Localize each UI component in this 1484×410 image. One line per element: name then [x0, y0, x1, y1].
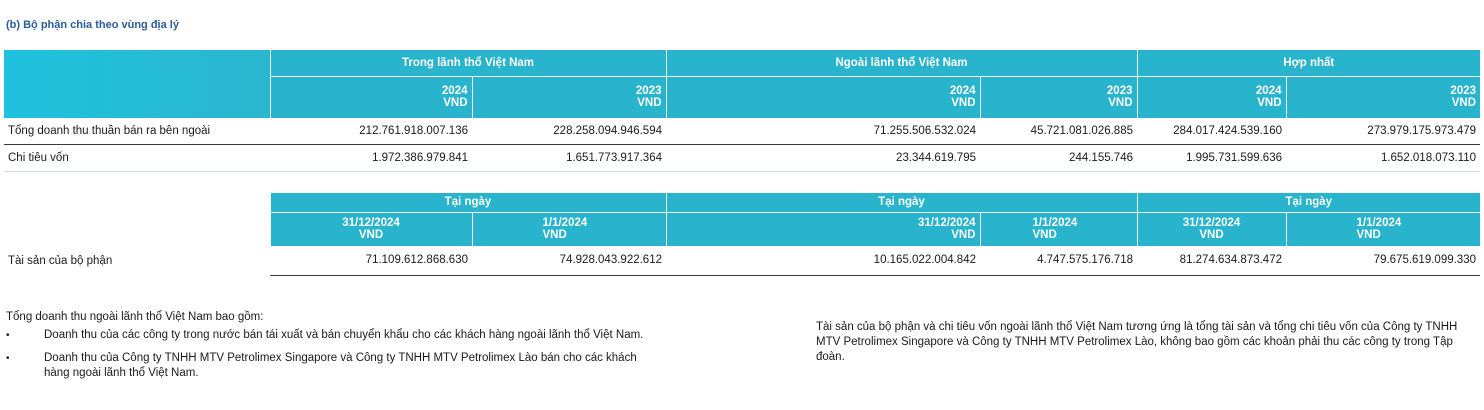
header-blank-cell [4, 50, 270, 118]
table-row [4, 246, 1480, 275]
cell-value: 81.274.634.873.472 [1137, 246, 1286, 275]
row-label: Chi tiêu vốn [4, 144, 270, 171]
year-header: 2023 VND [472, 76, 666, 118]
year-header: 2023 VND [1286, 76, 1480, 118]
group-header-as-at: Tại ngày [666, 193, 1137, 212]
date-header: 31/12/2024 VND [1137, 212, 1286, 246]
revenue-capex-table [4, 50, 1480, 172]
bullet-text: Doanh thu của Công ty TNHH MTV Petrolimex Singapore và Công ty TNHH MTV Petrolimex Lào bán cho các khách hàng ngoài lãnh thổ Việt Nam. [44, 352, 637, 379]
cell-value: 228.258.094.946.594 [472, 118, 666, 144]
segment-assets-table [4, 193, 1480, 276]
table-row [4, 118, 1480, 144]
cell-value: 10.165.022.004.842 [666, 246, 980, 275]
header-blank-cell [4, 212, 270, 246]
group-header-domestic: Trong lãnh thổ Việt Nam [270, 50, 666, 76]
date-header: 1/1/2024 VND [1286, 212, 1480, 246]
year-header: 2024 VND [666, 76, 980, 118]
header-blank-cell [4, 193, 270, 212]
cell-value: 284.017.424.539.160 [1137, 118, 1286, 144]
group-header-consolidated: Hợp nhất [1137, 50, 1480, 76]
bullet-text: Doanh thu của các công ty trong nước bán tái xuất và bán chuyển khẩu cho các khách hàng ngoài lãnh thổ Việt Nam. [44, 329, 644, 341]
cell-value: 244.155.746 [980, 144, 1137, 171]
cell-value: 74.928.043.922.612 [472, 246, 666, 275]
cell-value: 212.761.918.007.136 [270, 118, 472, 144]
cell-value: 1.652.018.073.110 [1286, 144, 1480, 171]
group-header-as-at: Tại ngày [270, 193, 666, 212]
date-header: 1/1/2024 VND [472, 212, 666, 246]
date-header: 31/12/2024 VND [270, 212, 472, 246]
date-header: 1/1/2024 VND [980, 212, 1137, 246]
year-header: 2024 VND [1137, 76, 1286, 118]
date-header: 31/12/2024 VND [666, 212, 980, 246]
notes-left [6, 310, 686, 381]
cell-value: 71.255.506.532.024 [666, 118, 980, 144]
row-label: Tổng doanh thu thuần bán ra bên ngoài [4, 118, 270, 144]
cell-value: 45.721.081.026.885 [980, 118, 1137, 144]
list-item [6, 328, 686, 343]
cell-value: 1.651.773.917.364 [472, 144, 666, 171]
cell-value: 1.995.731.599.636 [1137, 144, 1286, 171]
section-title: (b) Bộ phận chia theo vùng địa lý [6, 19, 179, 31]
cell-value: 4.747.575.176.718 [980, 246, 1137, 275]
group-header-as-at: Tại ngày [1137, 193, 1480, 212]
row-label: Tài sản của bộ phận [8, 254, 113, 267]
list-item [6, 351, 686, 381]
bullet-icon: • [6, 330, 10, 341]
table-row [4, 144, 1480, 171]
cell-value: 79.675.619.099.330 [1286, 246, 1480, 275]
cell-value: 23.344.619.795 [666, 144, 980, 171]
group-header-overseas: Ngoài lãnh thổ Việt Nam [666, 50, 1137, 76]
notes-right: Tài sản của bộ phận và chi tiêu vốn ngoài lãnh thổ Việt Nam tương ứng là tổng tài sản và tổng chi tiêu vốn của Công ty TNHH MTV Petrolimex Singapore và Công ty TNHH MTV Petrolimex Lào, không bao gồm các khoản phải thu các công ty trong Tập đoàn. [816, 321, 1458, 363]
cell-value: 273.979.175.973.479 [1286, 118, 1480, 144]
notes-intro: Tổng doanh thu ngoài lãnh thổ Việt Nam bao gồm: [6, 311, 264, 323]
cell-value: 71.109.612.868.630 [270, 246, 472, 275]
bullet-icon: • [6, 353, 10, 364]
year-header: 2024 VND [270, 76, 472, 118]
year-header: 2023 VND [980, 76, 1137, 118]
cell-value: 1.972.386.979.841 [270, 144, 472, 171]
